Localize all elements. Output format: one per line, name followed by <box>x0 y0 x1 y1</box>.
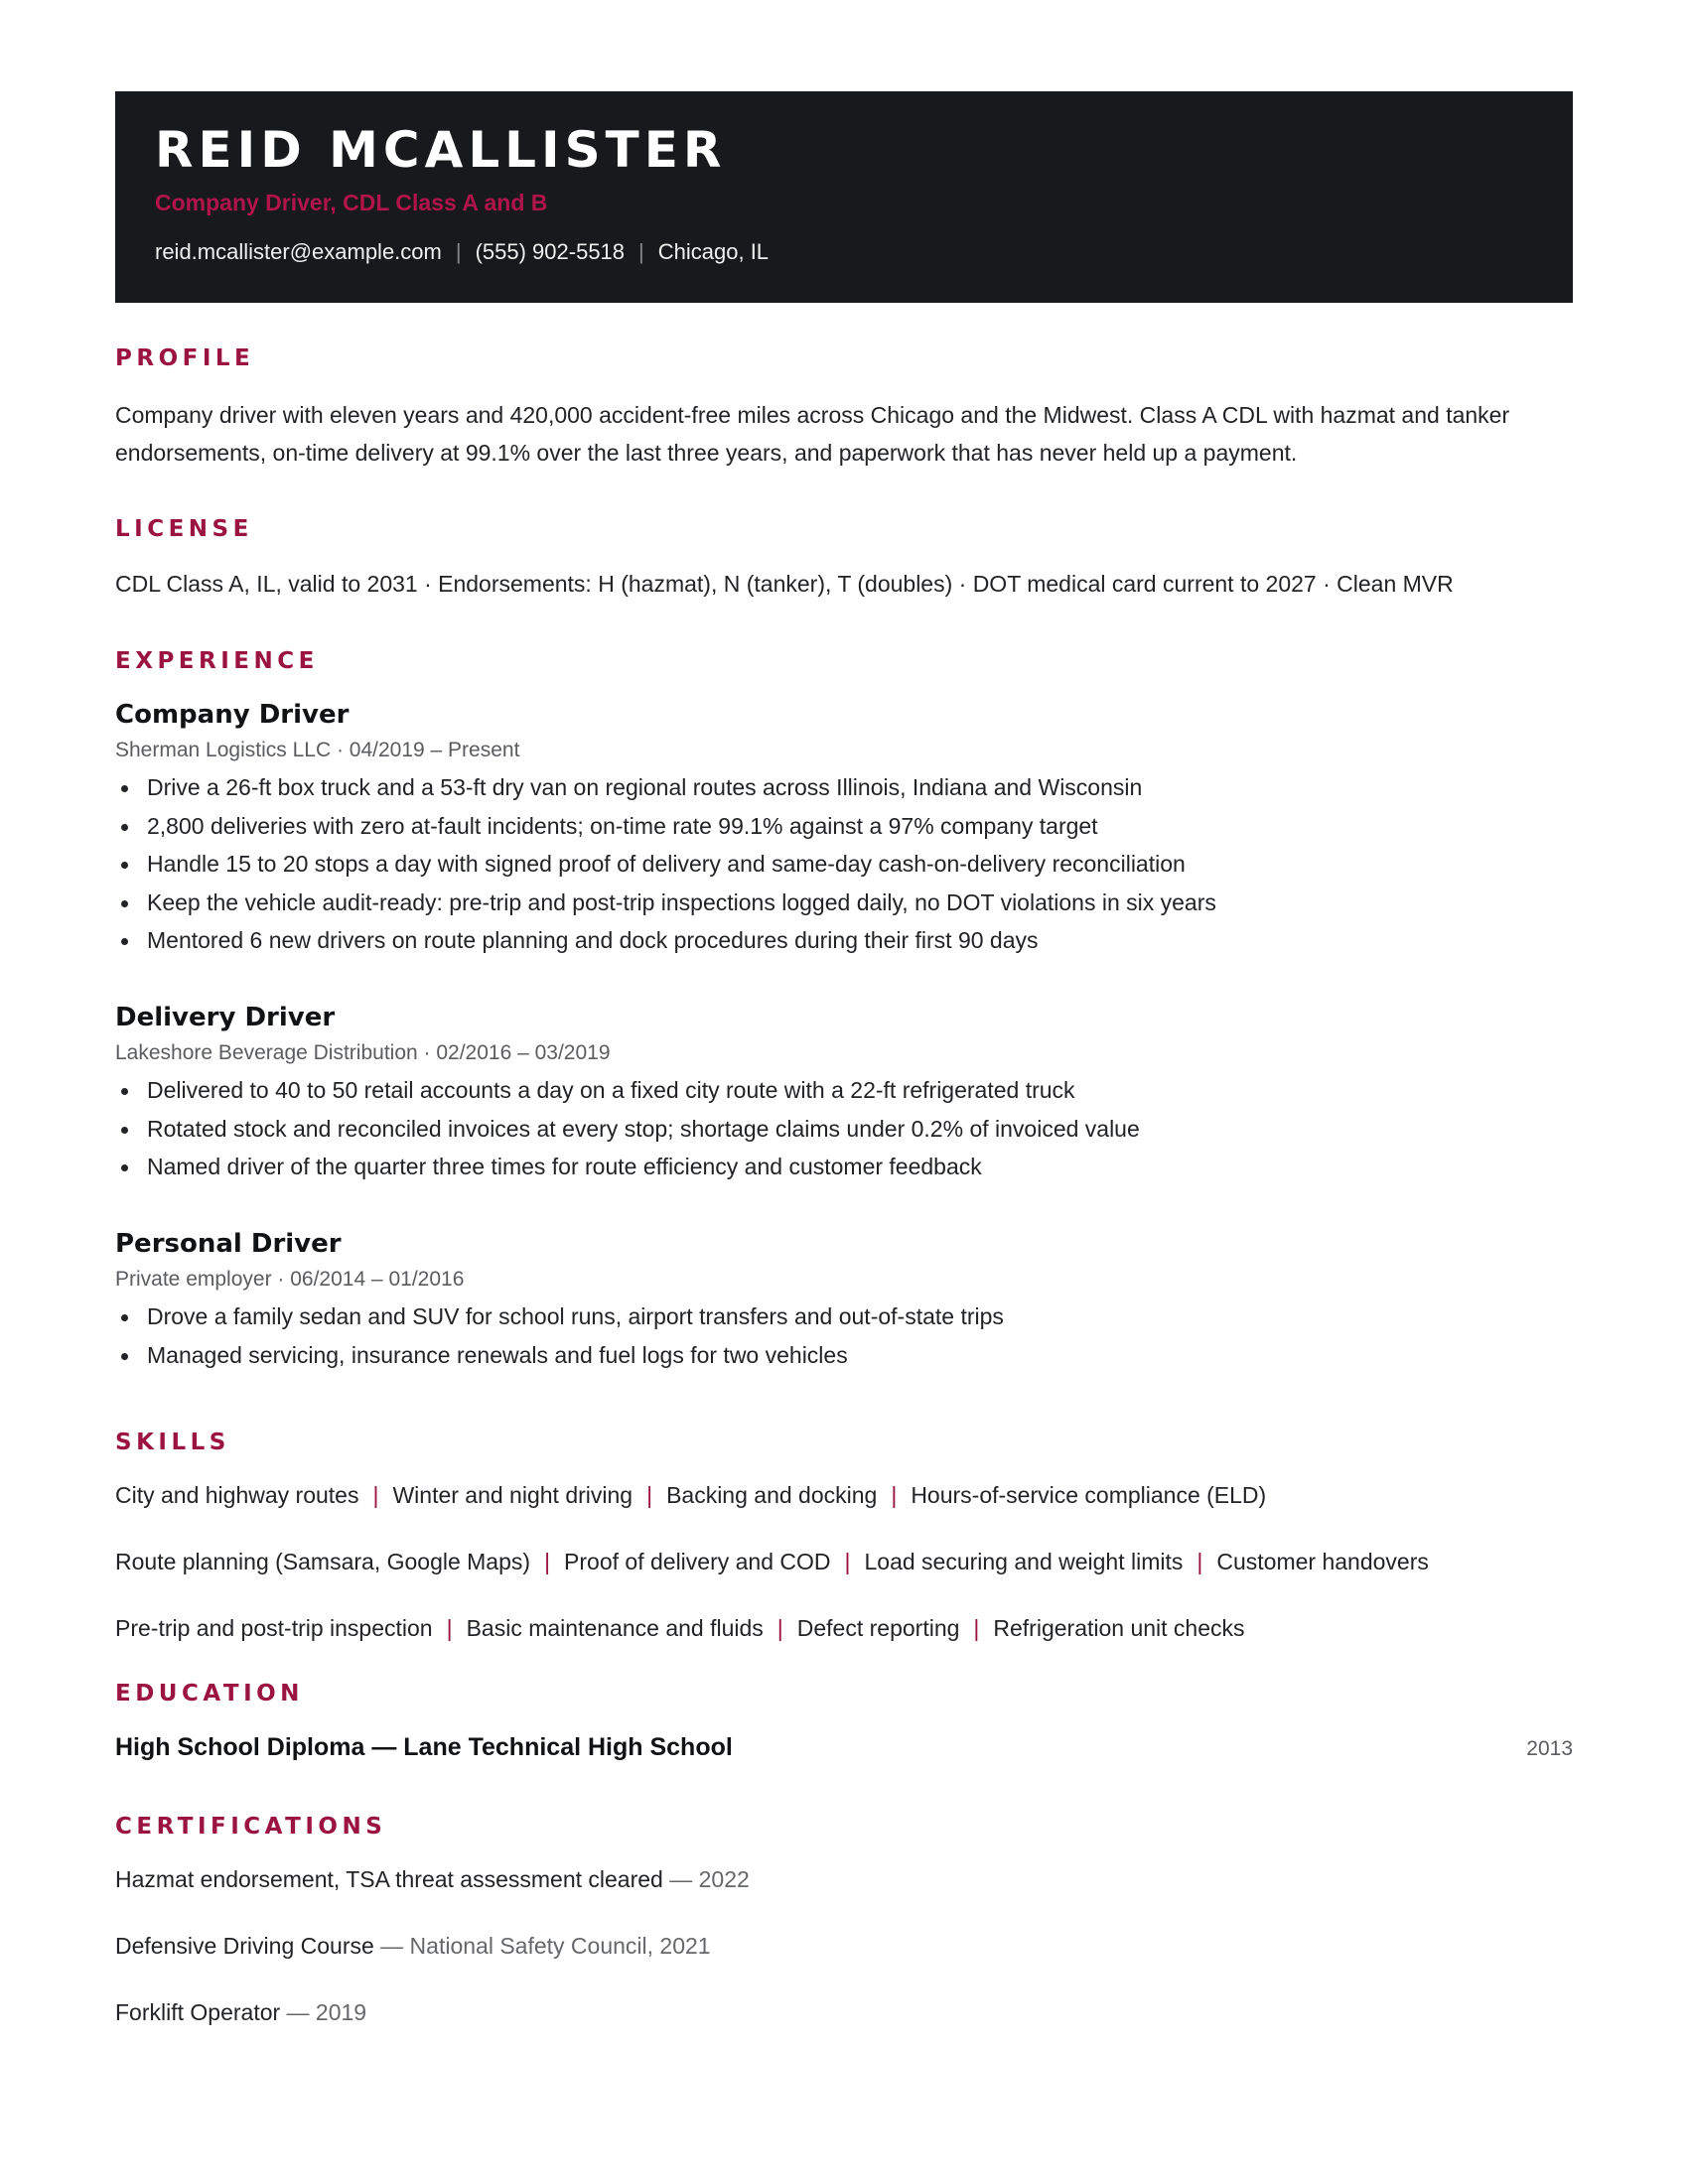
skill-item: Customer handovers <box>1216 1549 1429 1574</box>
section-title-skills: SKILLS <box>115 1430 230 1455</box>
job-bullet: Rotated stock and reconciled invoices at every stop; shortage claims under 0.2% of invoiced value <box>115 1110 1573 1149</box>
skills-section <box>115 1429 1573 1680</box>
certification-item <box>115 1997 1573 2064</box>
job-bullets <box>115 1297 1573 1374</box>
job-title: Company Driver <box>115 700 350 730</box>
contact-phone: (555) 902-5518 <box>475 239 626 264</box>
skill-item: Load securing and weight limits <box>864 1549 1184 1574</box>
job-meta: Private employer · 06/2014 – 01/2016 <box>115 1268 465 1291</box>
contact-email: reid.mcallister@example.com <box>155 239 442 264</box>
skill-separator: | <box>544 1549 551 1574</box>
education-year: 2013 <box>1526 1737 1573 1760</box>
section-title-experience: EXPERIENCE <box>115 648 319 674</box>
profile-section <box>115 344 1573 472</box>
job-bullet: Mentored 6 new drivers on route planning and dock procedures during their first 90 days <box>115 921 1573 960</box>
skills-row <box>115 1547 1573 1613</box>
skill-item: Basic maintenance and fluids <box>466 1615 764 1641</box>
job-title: Personal Driver <box>115 1229 342 1259</box>
skill-separator: | <box>646 1482 653 1508</box>
job-bullet: 2,800 deliveries with zero at-fault incidents; on-time rate 99.1% against a 97% company target <box>115 807 1573 846</box>
education-section <box>115 1680 1573 1763</box>
skill-item: Defect reporting <box>796 1615 960 1641</box>
contact-line <box>155 238 1533 266</box>
skills-row <box>115 1613 1573 1680</box>
education-entry <box>115 1731 1573 1763</box>
skill-separator: | <box>372 1482 379 1508</box>
license-text: CDL Class A, IL, valid to 2031 · Endorsements: H (hazmat), N (tanker), T (doubles) · DOT medical card current to 2027 · Clean MVR <box>115 571 1454 597</box>
skill-item: Route planning (Samsara, Google Maps) <box>115 1549 531 1574</box>
certification-name: Forklift Operator <box>115 1999 281 2025</box>
certification-name: Defensive Driving Course <box>115 1933 374 1959</box>
resume-header <box>115 91 1573 303</box>
certification-item <box>115 1931 1573 1997</box>
skill-separator: | <box>776 1615 783 1641</box>
section-title-license: LICENSE <box>115 516 253 542</box>
license-section <box>115 515 1573 603</box>
job-bullet: Handle 15 to 20 stops a day with signed proof of delivery and same-day cash-on-delivery reconciliation <box>115 845 1573 884</box>
experience-section <box>115 647 1573 1368</box>
certification-detail: — 2022 <box>662 1866 750 1892</box>
job-bullet: Keep the vehicle audit-ready: pre-trip and post-trip inspections logged daily, no DOT violations in six years <box>115 884 1573 922</box>
skill-item: Pre-trip and post-trip inspection <box>115 1615 433 1641</box>
skill-item: Hours-of-service compliance (ELD) <box>911 1482 1267 1508</box>
skill-separator: | <box>1196 1549 1203 1574</box>
skills-row <box>115 1480 1573 1547</box>
candidate-role: Company Driver, CDL Class A and B <box>155 190 548 215</box>
skill-separator: | <box>844 1549 851 1574</box>
job-bullet: Delivered to 40 to 50 retail accounts a day on a fixed city route with a 22-ft refrigerated truck <box>115 1071 1573 1110</box>
skill-item: Proof of delivery and COD <box>564 1549 831 1574</box>
skill-item: Backing and docking <box>666 1482 878 1508</box>
job-meta: Sherman Logistics LLC · 04/2019 – Present <box>115 739 520 761</box>
job-bullet: Drive a 26-ft box truck and a 53-ft dry van on regional routes across Illinois, Indiana and Wisconsin <box>115 768 1573 807</box>
job-bullets <box>115 768 1573 960</box>
section-title-certifications: CERTIFICATIONS <box>115 1814 387 1840</box>
skill-item: City and highway routes <box>115 1482 359 1508</box>
job-entry <box>115 699 1573 960</box>
skill-separator: | <box>891 1482 898 1508</box>
job-bullet: Managed servicing, insurance renewals and fuel logs for two vehicles <box>115 1336 1573 1375</box>
candidate-name: REID MCALLISTER <box>155 121 727 179</box>
job-bullet: Named driver of the quarter three times for route efficiency and customer feedback <box>115 1148 1573 1186</box>
skill-separator: | <box>446 1615 453 1641</box>
job-bullet: Drove a family sedan and SUV for school runs, airport transfers and out-of-state trips <box>115 1297 1573 1336</box>
certification-list <box>115 1864 1573 2064</box>
certifications-section <box>115 1813 1573 2064</box>
job-title: Delivery Driver <box>115 1003 336 1032</box>
certification-detail: — 2019 <box>280 1999 367 2025</box>
contact-separator: | <box>638 239 644 264</box>
certification-item <box>115 1864 1573 1931</box>
job-entry <box>115 1002 1573 1186</box>
certification-detail: — National Safety Council, 2021 <box>373 1933 711 1959</box>
certification-name: Hazmat endorsement, TSA threat assessment cleared <box>115 1866 663 1892</box>
profile-text: Company driver with eleven years and 420,000 accident-free miles across Chicago and the Midwest. Class A CDL with hazmat and tanker endorsements, on-time delivery at 99.1% over the last three years, and paperwork that has never held up a payment. <box>115 402 1510 466</box>
section-title-profile: PROFILE <box>115 345 255 371</box>
education-degree: High School Diploma — Lane Technical High School <box>115 1733 733 1761</box>
job-meta: Lakeshore Beverage Distribution · 02/2016 – 03/2019 <box>115 1041 611 1064</box>
resume-page <box>115 91 1573 2025</box>
job-entry <box>115 1228 1573 1374</box>
skills-list <box>115 1480 1573 1680</box>
skill-item: Winter and night driving <box>392 1482 633 1508</box>
job-bullets <box>115 1071 1573 1186</box>
contact-location: Chicago, IL <box>657 239 770 264</box>
section-title-education: EDUCATION <box>115 1681 304 1706</box>
contact-separator: | <box>455 239 462 264</box>
skill-separator: | <box>973 1615 980 1641</box>
skill-item: Refrigeration unit checks <box>993 1615 1245 1641</box>
